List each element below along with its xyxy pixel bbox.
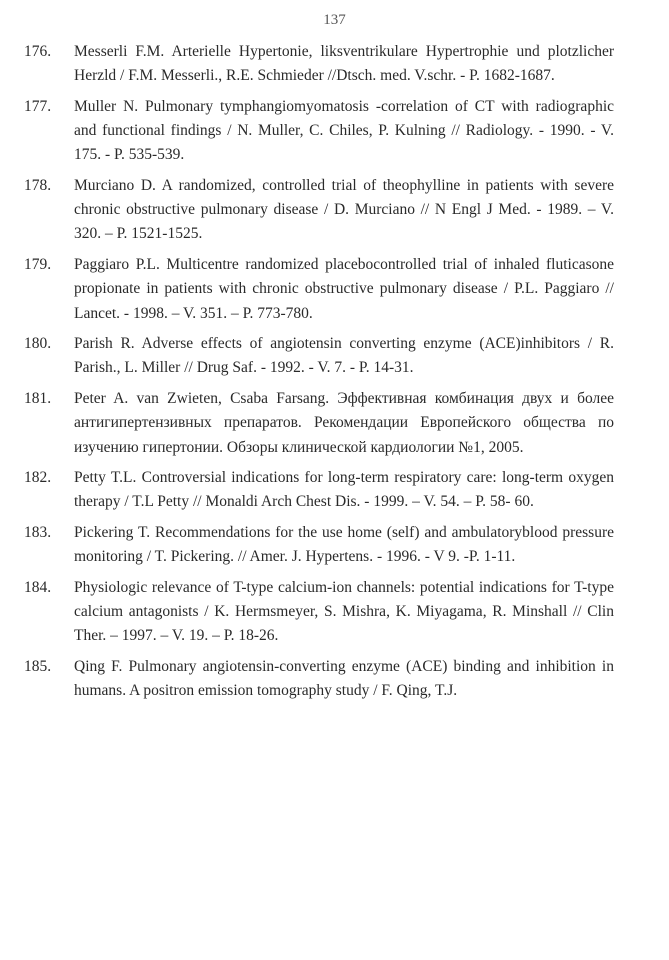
reference-entry [24,521,614,569]
reference-text: Physiologic relevance of T-type calcium-ion channels: potential indications for T-type calcium antagonists / K. Hermsmeyer, S. Mishra, K. Miyagama, R. Minshall // Clin Ther. – 1997. – V. 19. – P. 18-26. [74,579,614,645]
reference-text: Petty T.L. Controversial indications for long-term respiratory care: long-term oxygen therapy / T.L Petty // Monaldi Arch Chest Dis. - 1999. – V. 54. – P. 58- 60. [74,469,614,511]
reference-text: Paggiaro P.L. Multicentre randomized placebocontrolled trial of inhaled fluticasone propionate in patients with chronic obstructive pulmonary disease / P.L. Paggiaro // Lancet. - 1998. – V. 351. – P. 773-780. [74,256,614,322]
reference-entry [24,95,614,168]
reference-text: Muller N. Pulmonary tymphangiomyomatosis -correlation of CT with radiographic and functional findings / N. Muller, C. Chiles, P. Kulning // Radiology. - 1990. - V. 175. - P. 535-539. [74,97,614,164]
reference-text: Pickering T. Recommendations for the use home (self) and ambulatoryblood pressure monitoring / T. Pickering. // Amer. J. Hypertens. - 1996. - V 9. -P. 1-11. [74,524,614,566]
reference-entry [24,40,614,88]
reference-number: 179. [24,256,52,274]
reference-text: Parish R. Adverse effects of angiotensin converting enzyme (ACE)inhibitors / R. Parish., L. Miller // Drug Saf. - 1992. - V. 7. - P. 14-31. [74,335,614,377]
reference-number: 177. [24,97,52,115]
reference-entry [24,332,614,380]
reference-entry [24,576,614,649]
reference-list [24,40,614,710]
reference-text: Peter A. van Zwieten, Csaba Farsang. Эффективная комбинация двух и более антигипертензивных препаратов. Рекомендации Европейского общества по изучению гипертонии. Обзоры клинической кардиологии №1, 2005. [74,390,614,456]
reference-number: 178. [24,177,52,195]
reference-entry [24,253,614,326]
reference-text: Murciano D. A randomized, controlled trial of theophylline in patients with severe chronic obstructive pulmonary disease / D. Murciano // N Engl J Med. - 1989. – V. 320. – P. 1521-1525. [74,177,614,243]
page-number: 137 [323,12,346,28]
reference-number: 184. [24,579,52,597]
reference-text: Qing F. Pulmonary angiotensin-converting enzyme (ACE) binding and inhibition in humans. A positron emission tomography study / F. Qing, T.J. [74,658,614,700]
reference-number: 182. [24,469,52,487]
reference-number: 180. [24,335,52,353]
reference-entry [24,387,614,460]
reference-text: Messerli F.M. Arterielle Hypertonie, liksventrikulare Hypertrophie und plotzlicher Herzld / F.M. Messerli., R.E. Schmieder //Dtsch. med. V.schr. - P. 1682-1687. [74,43,614,85]
reference-number: 176. [24,43,52,60]
reference-entry [24,466,614,514]
reference-number: 183. [24,524,52,542]
reference-number: 185. [24,658,52,676]
reference-number: 181. [24,390,52,408]
reference-entry [24,174,614,247]
reference-entry [24,655,614,703]
